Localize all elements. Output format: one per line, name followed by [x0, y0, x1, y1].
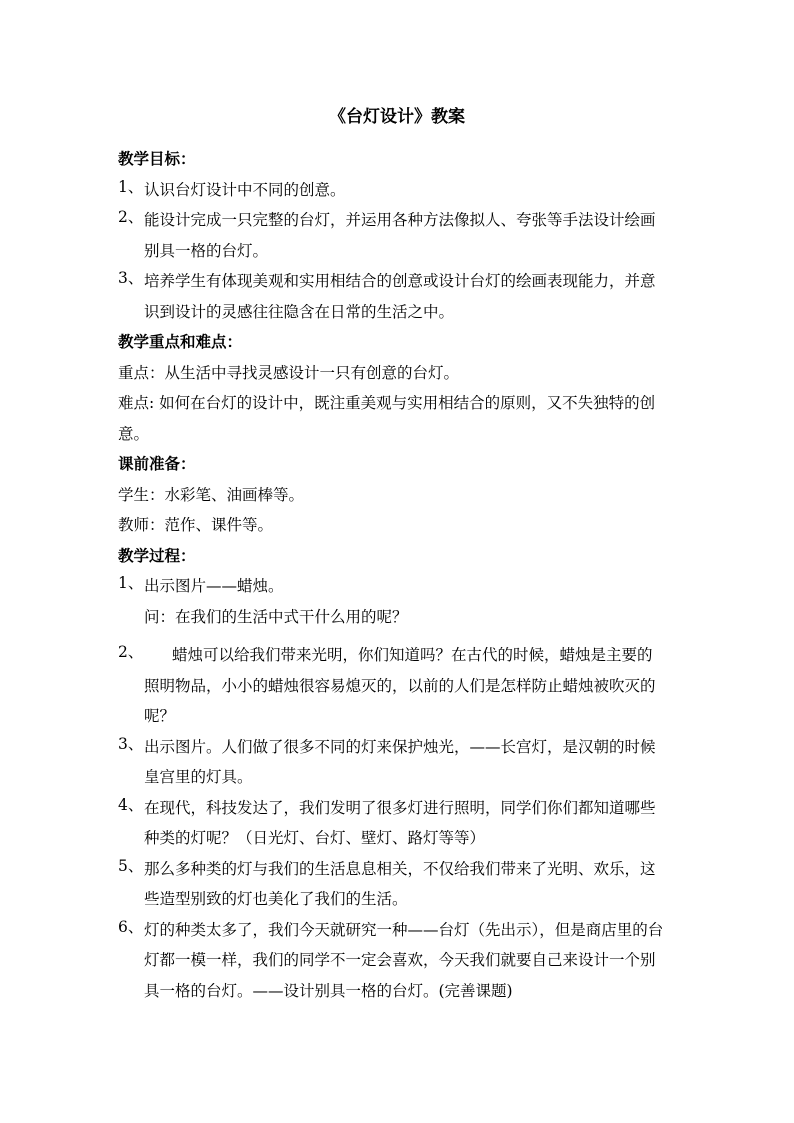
item-line: 能设计完成一只完整的台灯，并运用各种方法像拟人、夸张等手法设计绘画 — [144, 211, 656, 229]
item-line: 些造型别致的灯也美化了我们的生活。 — [144, 890, 408, 908]
process-item — [118, 854, 678, 915]
item-line: 那么多种类的灯与我们的生活息息相关，不仅给我们带来了光明、欢乐，这 — [144, 859, 656, 878]
document-body — [118, 144, 678, 1006]
difficulty-line: 难点: 如何在台灯的设计中，既注重美观与实用相结合的原则，又不失独特的创 — [118, 394, 656, 412]
item-number: 4、 — [118, 795, 144, 814]
objective-item — [118, 266, 678, 327]
item-line: 具一格的台灯。——设计别具一格的台灯。(完善课题) — [144, 981, 513, 1000]
process-item — [118, 640, 678, 732]
item-number: 3、 — [118, 269, 144, 287]
item-number: 5、 — [118, 856, 144, 875]
item-line: 认识台灯设计中不同的创意。 — [144, 180, 346, 199]
objectives-heading: 教学目标： — [118, 149, 196, 168]
item-number: 3、 — [118, 734, 144, 753]
difficulty-line: 意。 — [118, 424, 150, 443]
process-item — [118, 571, 678, 632]
key-point: 重点：从生活中寻找灵感设计一只有创意的台灯。 — [118, 363, 460, 382]
item-line: 种类的灯呢？（日光灯、台灯、壁灯、路灯等等） — [144, 829, 486, 847]
item-line: 培养学生有体现美观和实用相结合的创意或设计台灯的绘画表现能力，并意 — [144, 272, 656, 290]
process-item — [118, 732, 678, 793]
process-item — [118, 793, 678, 854]
item-line: 灯的种类太多了，我们今天就研究一种——台灯（先出示），但是商店里的台 — [144, 920, 664, 939]
item-line: 灯都一模一样，我们的同学不一定会喜欢，今天我们就要自己来设计一个别 — [144, 951, 656, 969]
item-line: 别具一格的台灯。 — [144, 241, 269, 260]
item-line: 蜡烛可以给我们带来光明，你们知道吗？在古代的时候，蜡烛是主要的 — [172, 646, 653, 664]
preparation-teacher: 教师：范作、课件等。 — [118, 516, 274, 534]
item-number: 2、 — [118, 208, 144, 226]
item-line: 出示图片。人们做了很多不同的灯来保护烛光，——长宫灯，是汉朝的时候 — [144, 737, 656, 756]
item-line: 皇宫里的灯具。 — [144, 768, 253, 786]
item-number: 2、 — [118, 643, 144, 661]
item-line: 出示图片——蜡烛。 — [144, 577, 284, 595]
objective-item — [118, 205, 678, 266]
process-heading: 教学过程： — [118, 545, 196, 565]
item-line: 呢？ — [144, 707, 176, 725]
objective-item — [118, 175, 678, 206]
item-line: 问：在我们的生活中式干什么用的呢？ — [144, 607, 408, 626]
item-number: 1、 — [118, 177, 144, 196]
document-title: 《台灯设计》教案 — [329, 107, 465, 127]
item-line: 在现代，科技发达了，我们发明了很多灯进行照明，同学们你们都知道哪些 — [144, 798, 656, 817]
key-points-heading: 教学重点和难点： — [118, 332, 243, 351]
item-line: 识到设计的灵感往往隐含在日常的生活之中。 — [144, 302, 455, 321]
preparation-student: 学生：水彩笔、油画棒等。 — [118, 485, 305, 504]
item-number: 6、 — [118, 917, 144, 936]
item-number: 1、 — [118, 574, 144, 592]
preparation-heading: 课前准备： — [118, 454, 196, 473]
item-line: 照明物品，小小的蜡烛很容易熄灭的，以前的人们是怎样防止蜡烛被吹灭的 — [144, 676, 656, 695]
process-item — [118, 915, 678, 1007]
